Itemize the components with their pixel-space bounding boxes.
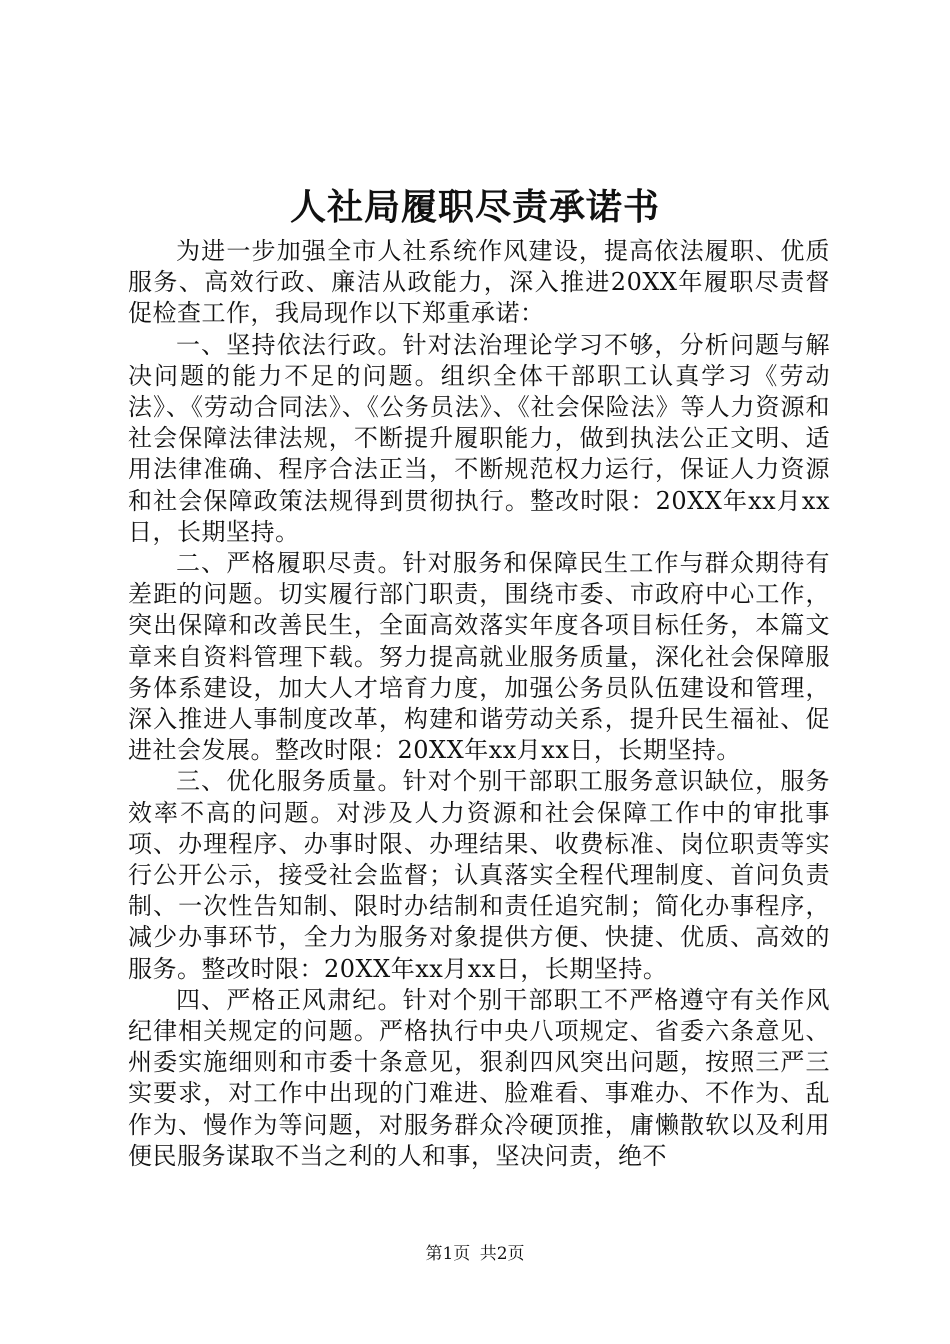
page-number-current: 第1页 xyxy=(425,1244,471,1264)
document-title: 人社局履职尽责承诺书 xyxy=(289,186,660,228)
page-number-total: 共2页 xyxy=(479,1244,525,1264)
page-footer xyxy=(0,1242,950,1266)
document-body xyxy=(128,236,830,1172)
paragraph-section-4: 四、严格正风肃纪。针对个别干部职工不严格遵守有关作风纪律相关规定的问题。严格执行中央八项规定、省委六条意见、州委实施细则和市委十条意见，狠刹四风突出问题，按照三严三实要求，对工作中出现的门难进、脸难看、事难办、不作为、乱作为、慢作为等问题，对服务群众冷硬顶推，庸懒散软以及利用便民服务谋取不当之利的人和事，坚决问责，绝不 xyxy=(128,985,830,1170)
paragraph-section-2: 二、严格履职尽责。针对服务和保障民生工作与群众期待有差距的问题。切实履行部门职责，围绕市委、市政府中心工作，突出保障和改善民生，全面高效落实年度各项目标任务，本篇文章来自资料管理下载。努力提高就业服务质量，深化社会保障服务体系建设，加大人才培育力度，加强公务员队伍建设和管理，深入推进人事制度改革，构建和谐劳动关系，提升民生福祉、促进社会发展。整改时限：20XX年xx月xx日，长期坚持。 xyxy=(128,549,830,765)
paragraph-intro: 为进一步加强全市人社系统作风建设，提高依法履职、优质服务、高效行政、廉洁从政能力，深入推进20XX年履职尽责督促检查工作，我局现作以下郑重承诺： xyxy=(128,237,830,328)
paragraph-section-3: 三、优化服务质量。针对个别干部职工服务意识缺位，服务效率不高的问题。对涉及人力资源和社会保障工作中的审批事项、办理程序、办事时限、办理结果、收费标准、岗位职责等实行公开公示，接受社会监督；认真落实全程代理制度、首问负责制、一次性告知制、限时办结制和责任追究制；简化办事程序，减少办事环节，全力为服务对象提供方便、快捷、优质、高效的服务。整改时限：20XX年xx月xx日，长期坚持。 xyxy=(128,767,830,983)
paragraph-section-1: 一、坚持依法行政。针对法治理论学习不够，分析问题与解决问题的能力不足的问题。组织全体干部职工认真学习《劳动法》、《劳动合同法》、《公务员法》、《社会保险法》等人力资源和社会保障法律法规，不断提升履职能力，做到执法公正文明、适用法律准确、程序合法正当，不断规范权力运行，保证人力资源和社会保障政策法规得到贯彻执行。整改时限：20XX年xx月xx日，长期坚持。 xyxy=(128,330,830,546)
